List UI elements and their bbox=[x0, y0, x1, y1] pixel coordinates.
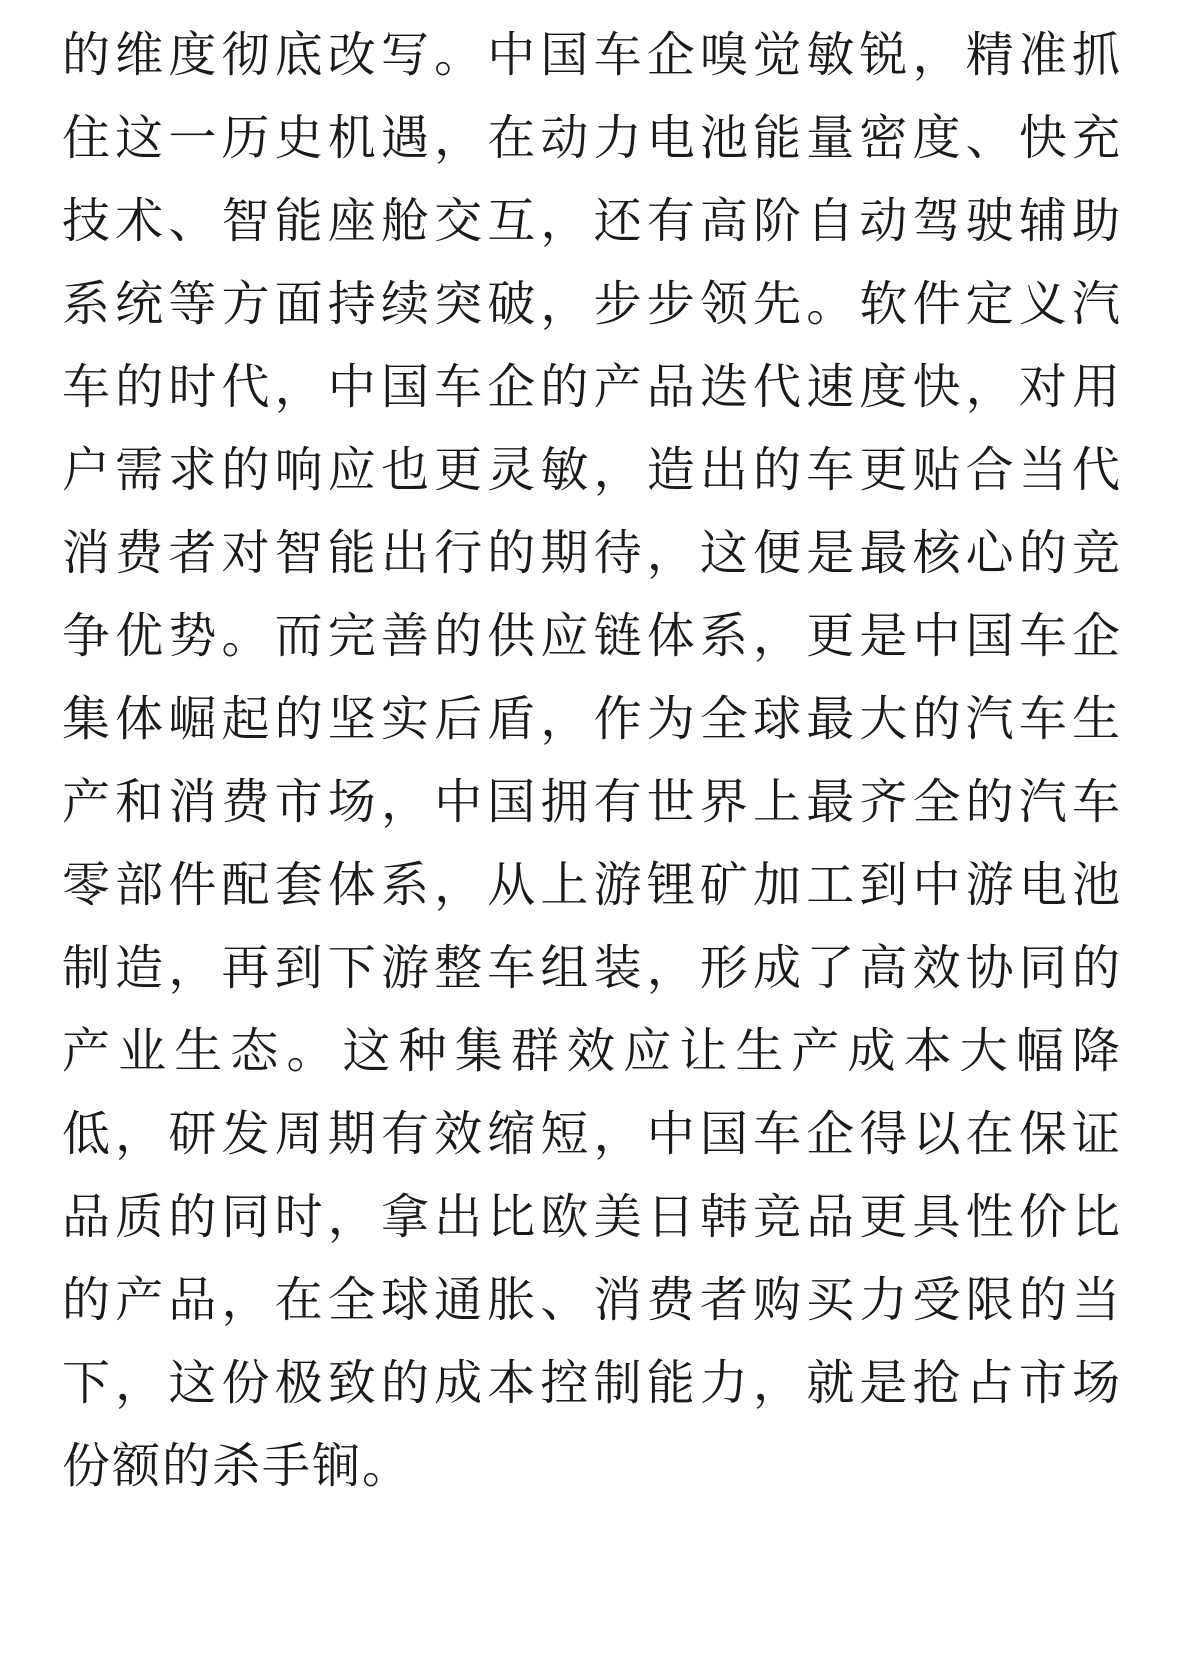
paragraph-line-18: 份额的杀手锏。 bbox=[62, 1438, 413, 1494]
paragraph-line-9: 集体崛起的坚实后盾，作为全球最大的汽车生 bbox=[62, 691, 1122, 747]
paragraph-line-7: 消费者对智能出行的期待，这便是最核心的竞 bbox=[62, 525, 1122, 581]
paragraph-line-13: 产业生态。这种集群效应让生产成本大幅降 bbox=[62, 1023, 1122, 1079]
paragraph-line-2: 住这一历史机遇，在动力电池能量密度、快充 bbox=[62, 110, 1122, 166]
paragraph-line-17: 下，这份极致的成本控制能力，就是抢占市场 bbox=[62, 1355, 1122, 1411]
paragraph-line-4: 系统等方面持续突破，步步领先。软件定义汽 bbox=[62, 276, 1122, 332]
paragraph-line-15: 品质的同时，拿出比欧美日韩竞品更具性价比 bbox=[62, 1189, 1122, 1245]
paragraph-line-12: 制造，再到下游整车组装，形成了高效协同的 bbox=[62, 940, 1122, 996]
paragraph-line-11: 零部件配套体系，从上游锂矿加工到中游电池 bbox=[62, 857, 1122, 913]
paragraph-line-16: 的产品，在全球通胀、消费者购买力受限的当 bbox=[62, 1272, 1122, 1328]
paragraph-line-6: 户需求的响应也更灵敏，造出的车更贴合当代 bbox=[62, 442, 1122, 498]
article-body bbox=[62, 14, 1122, 1508]
paragraph-line-1: 的维度彻底改写。中国车企嗅觉敏锐，精准抓 bbox=[62, 27, 1122, 83]
paragraph-line-3: 技术、智能座舱交互，还有高阶自动驾驶辅助 bbox=[62, 193, 1122, 249]
paragraph-line-14: 低，研发周期有效缩短，中国车企得以在保证 bbox=[62, 1106, 1122, 1162]
paragraph-line-5: 车的时代，中国车企的产品迭代速度快，对用 bbox=[62, 359, 1122, 415]
paragraph-line-8: 争优势。而完善的供应链体系，更是中国车企 bbox=[62, 608, 1122, 664]
paragraph-line-10: 产和消费市场，中国拥有世界上最齐全的汽车 bbox=[62, 774, 1122, 830]
